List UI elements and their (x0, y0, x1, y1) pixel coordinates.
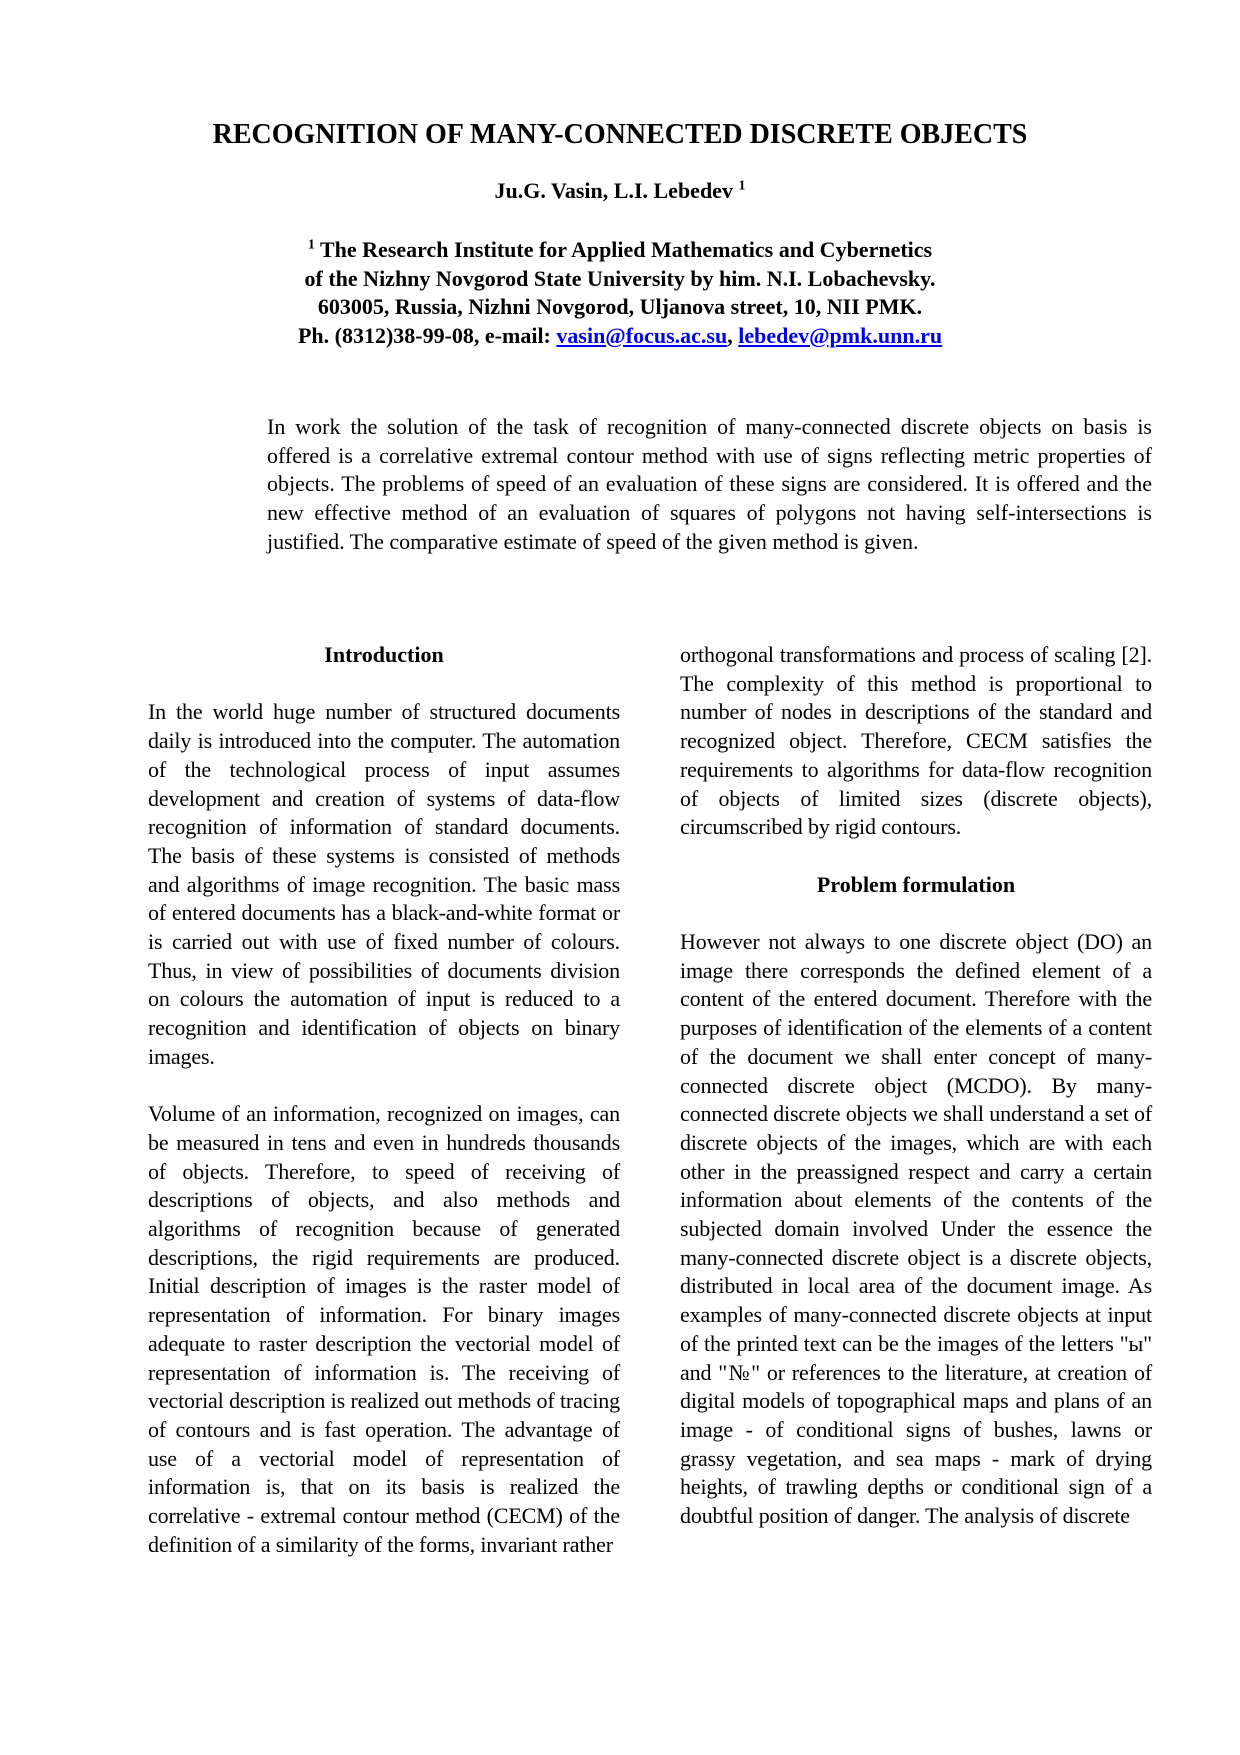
right-column (680, 641, 1152, 1531)
introduction-continued-paragraph: orthogonal transformations and process of scaling [2]. The complexity of this method is proportional to number of nodes in descriptions of the standard and recognized object. Therefore, CECM satisfies the requirements to algorithms for data-flow recognition of objects of limited sizes (discrete objects), circumscribed by rigid contours. (680, 642, 1152, 840)
author-list (0, 178, 1240, 204)
affiliation-line-1 (0, 236, 1240, 265)
author-affiliation-marker: 1 (738, 178, 746, 194)
introduction-paragraph-1: In the world huge number of structured documents daily is introduced into the computer. The automation of the technological process of input assumes development and creation of systems of data-flow recognition of information of standard documents. The basis of these systems is consisted of methods and algorithms of image recognition. The basic mass of entered documents has a black-and-white format or is carried out with use of fixed number of colours. Thus, in view of possibilities of documents division on colours the automation of input is reduced to a recognition and identification of objects on binary images. (148, 699, 620, 1069)
email-link-lebedev[interactable]: lebedev@pmk.unn.ru (738, 322, 943, 348)
problem-formulation-paragraph: However not always to one discrete object (DO) an image there corresponds the defined element of a content of the entered document. Therefore with the purposes of identification of the elements of a content of the document we shall enter concept of many-connected discrete object (MCDO). By many-connected discrete objects we shall understand a set of discrete objects of the images, which are with each other in the preassigned respect and carry a certain information about elements of the contents of the subjected domain involved Under the essence the many-connected discrete object is a discrete objects, distributed in local area of the document image. As examples of many-connected discrete objects at input of the printed text can be the images of the letters "ы" and "№" or references to the literature, at creation of digital models of topographical maps and plans of an image - of conditional signs of bushes, lawns or grassy vegetation, and sea maps - mark of drying heights, of trawling depths or conditional sign of a doubtful position of danger. The analysis of discrete (680, 929, 1152, 1529)
affiliation-marker: 1 (307, 237, 315, 253)
introduction-paragraph-2: Volume of an information, recognized on images, can be measured in tens and even in hundreds thousands of objects. Therefore, to speed of receiving of descriptions of objects, and also methods and algorithms of recognition because of generated descriptions, the rigid requirements are produced. Initial description of images is the raster model of representation of information. For binary images adequate to raster description the vectorial model of representation of information is. The receiving of vectorial description is realized out methods of tracing of contours and is fast operation. The advantage of use of a vectorial model of representation of information is, that on its basis is realized the correlative - extremal contour method (CECM) of the definition of a similarity of the forms, invariant rather (148, 1101, 620, 1557)
introduction-heading: Introduction (324, 642, 444, 667)
affiliation-line-2: of the Nizhny Novgorod State University by him. N.I. Lobachevsky. (304, 265, 936, 291)
affiliation-line-3: 603005, Russia, Nizhni Novgorod, Uljanova street, 10, NII PMK. (317, 294, 923, 319)
contact-prefix: Ph. (8312)38-99-08, e-mail: (297, 322, 557, 348)
left-column (148, 641, 620, 1559)
problem-formulation-heading: Problem formulation (816, 871, 1016, 897)
authors-text: Ju.G. Vasin, L.I. Lebedev (494, 178, 733, 203)
affiliation-block (0, 236, 1240, 350)
affiliation-contact-line (0, 322, 1240, 351)
paper-title: RECOGNITION OF MANY-CONNECTED DISCRETE OBJECTS (212, 119, 1028, 150)
affiliation-institute: The Research Institute for Applied Mathematics and Cybernetics (320, 237, 933, 262)
abstract: In work the solution of the task of recognition of many-connected discrete objects on basis is offered is a correlative extremal contour method with use of signs reflecting metric properties of objects. The problems of speed of an evaluation of these signs are considered. It is offered and the new effective method of an evaluation of squares of polygons not having self-intersections is justified. The comparative estimate of speed of the given method is given. (267, 414, 1152, 554)
email-separator: , (727, 322, 739, 348)
email-link-vasin[interactable]: vasin@focus.ac.su (556, 322, 728, 348)
